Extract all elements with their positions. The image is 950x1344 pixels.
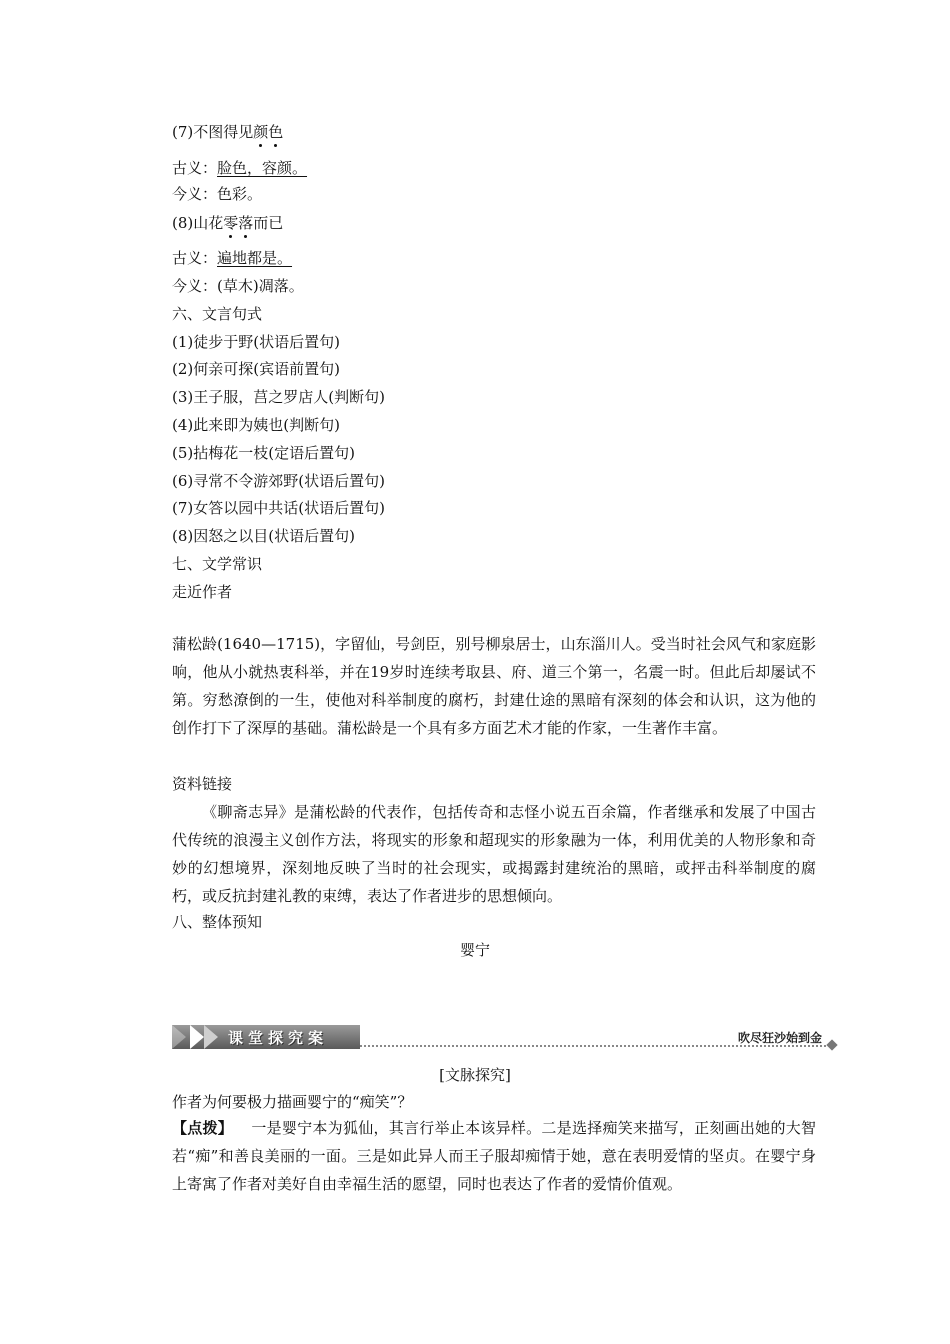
sentence-item: (8)因怒之以目(状语后置句) [172,527,355,545]
sentence-item: (6)寻常不令游郊野(状语后置句) [172,472,385,490]
explore-title: [文脉探究] [439,1066,511,1084]
author-paragraph: 蒲松龄(1640—1715)，字留仙，号剑臣，别号柳泉居士，山东淄川人。受当时社会风气和家庭影响，他从小就热衷科举，并在19岁时连续考取县、府、道三个第一，名震一时。但此后却屡试不第。穷愁潦倒的一生，使他对科举制度的腐朽，封建仕途的黑暗有深刻的体会和认识，这为他的创作打下了深厚的基础。蒲松龄是一个具有多方面艺术才能的作家，一生著作丰富。 [172,635,816,737]
sentence-item: (3)王子服，莒之罗店人(判断句) [172,388,385,406]
dotted-char: 落 [238,214,254,232]
dotted-char: 颜 [253,123,269,141]
chevron-right-icon [172,1025,186,1049]
vocab-item-7-ancient [172,158,307,178]
sentence-item: (1)徒步于野(状语后置句) [172,333,340,351]
section-8-heading: 八、整体预知 [172,913,263,931]
hint-text: 一是婴宁本为狐仙，其言行举止本该异样。二是选择痴笑来描写，正刻画出她的大智若“痴”和善良美丽的一面。三是如此异人而王子服却痴情于她，意在表明爱情的坚贞。在婴宁身上寄寓了作者对美好自由幸福生活的愿望，同时也表达了作者的爱情价值观。 [172,1119,816,1193]
hint-paragraph [172,1114,816,1198]
vocab-item-8-modern: 今义：(草木)凋落。 [172,277,304,295]
vocab-item-7 [172,122,283,142]
banner-title: 课堂探究案 [228,1029,329,1047]
sentence-item: (7)女答以园中共话(状语后置句) [172,499,385,517]
chevron-right-icon [204,1025,218,1049]
section-7-heading: 七、文学常识 [172,555,263,573]
question: 作者为何要极力描画婴宁的“痴笑”？ [172,1093,413,1111]
vocab-item-8-suffix: 而已 [253,214,284,232]
diamond-icon [826,1039,837,1050]
dotted-char: 色 [268,123,284,141]
section-6-heading: 六、文言句式 [172,305,263,323]
chevron-right-icon [190,1025,204,1049]
story-title: 婴宁 [459,941,490,959]
vocab-item-7-text: (7)不图得见 [172,123,254,141]
vocab-item-8-ancient [172,248,292,268]
vocab-item-8 [172,213,283,233]
banner-slogan: 吹尽狂沙始到金 [737,1031,822,1045]
ancient-label: 古义： [172,249,218,267]
resource-heading: 资料链接 [172,775,233,793]
vocab-item-7-modern: 今义：色彩。 [172,185,263,203]
ancient-meaning: 遍地都是。 [217,249,293,267]
resource-paragraph: 《聊斋志异》是蒲松龄的代表作，包括传奇和志怪小说五百余篇，作者继承和发展了中国古代传统的浪漫主义创作方法，将现实的形象和超现实的形象融为一体，利用优美的人物形象和奇妙的幻想境界，深刻地反映了当时的社会现实，或揭露封建统治的黑暗，或抨击科举制度的腐朽，或反抗封建礼教的束缚，表达了作者进步的思想倾向。 [172,803,816,905]
hint-label: 【点拨】 [172,1119,234,1137]
author-heading: 走近作者 [172,583,233,601]
sentence-item: (2)何亲可探(宾语前置句) [172,360,340,378]
dotted-char: 零 [223,214,239,232]
sentence-item: (4)此来即为姨也(判断句) [172,416,340,434]
vocab-item-8-text: (8)山花 [172,214,224,232]
sentence-item: (5)拈梅花一枝(定语后置句) [172,444,355,462]
ancient-label: 古义： [172,159,218,177]
section-banner [172,1022,836,1052]
ancient-meaning: 脸色，容颜。 [217,159,308,177]
